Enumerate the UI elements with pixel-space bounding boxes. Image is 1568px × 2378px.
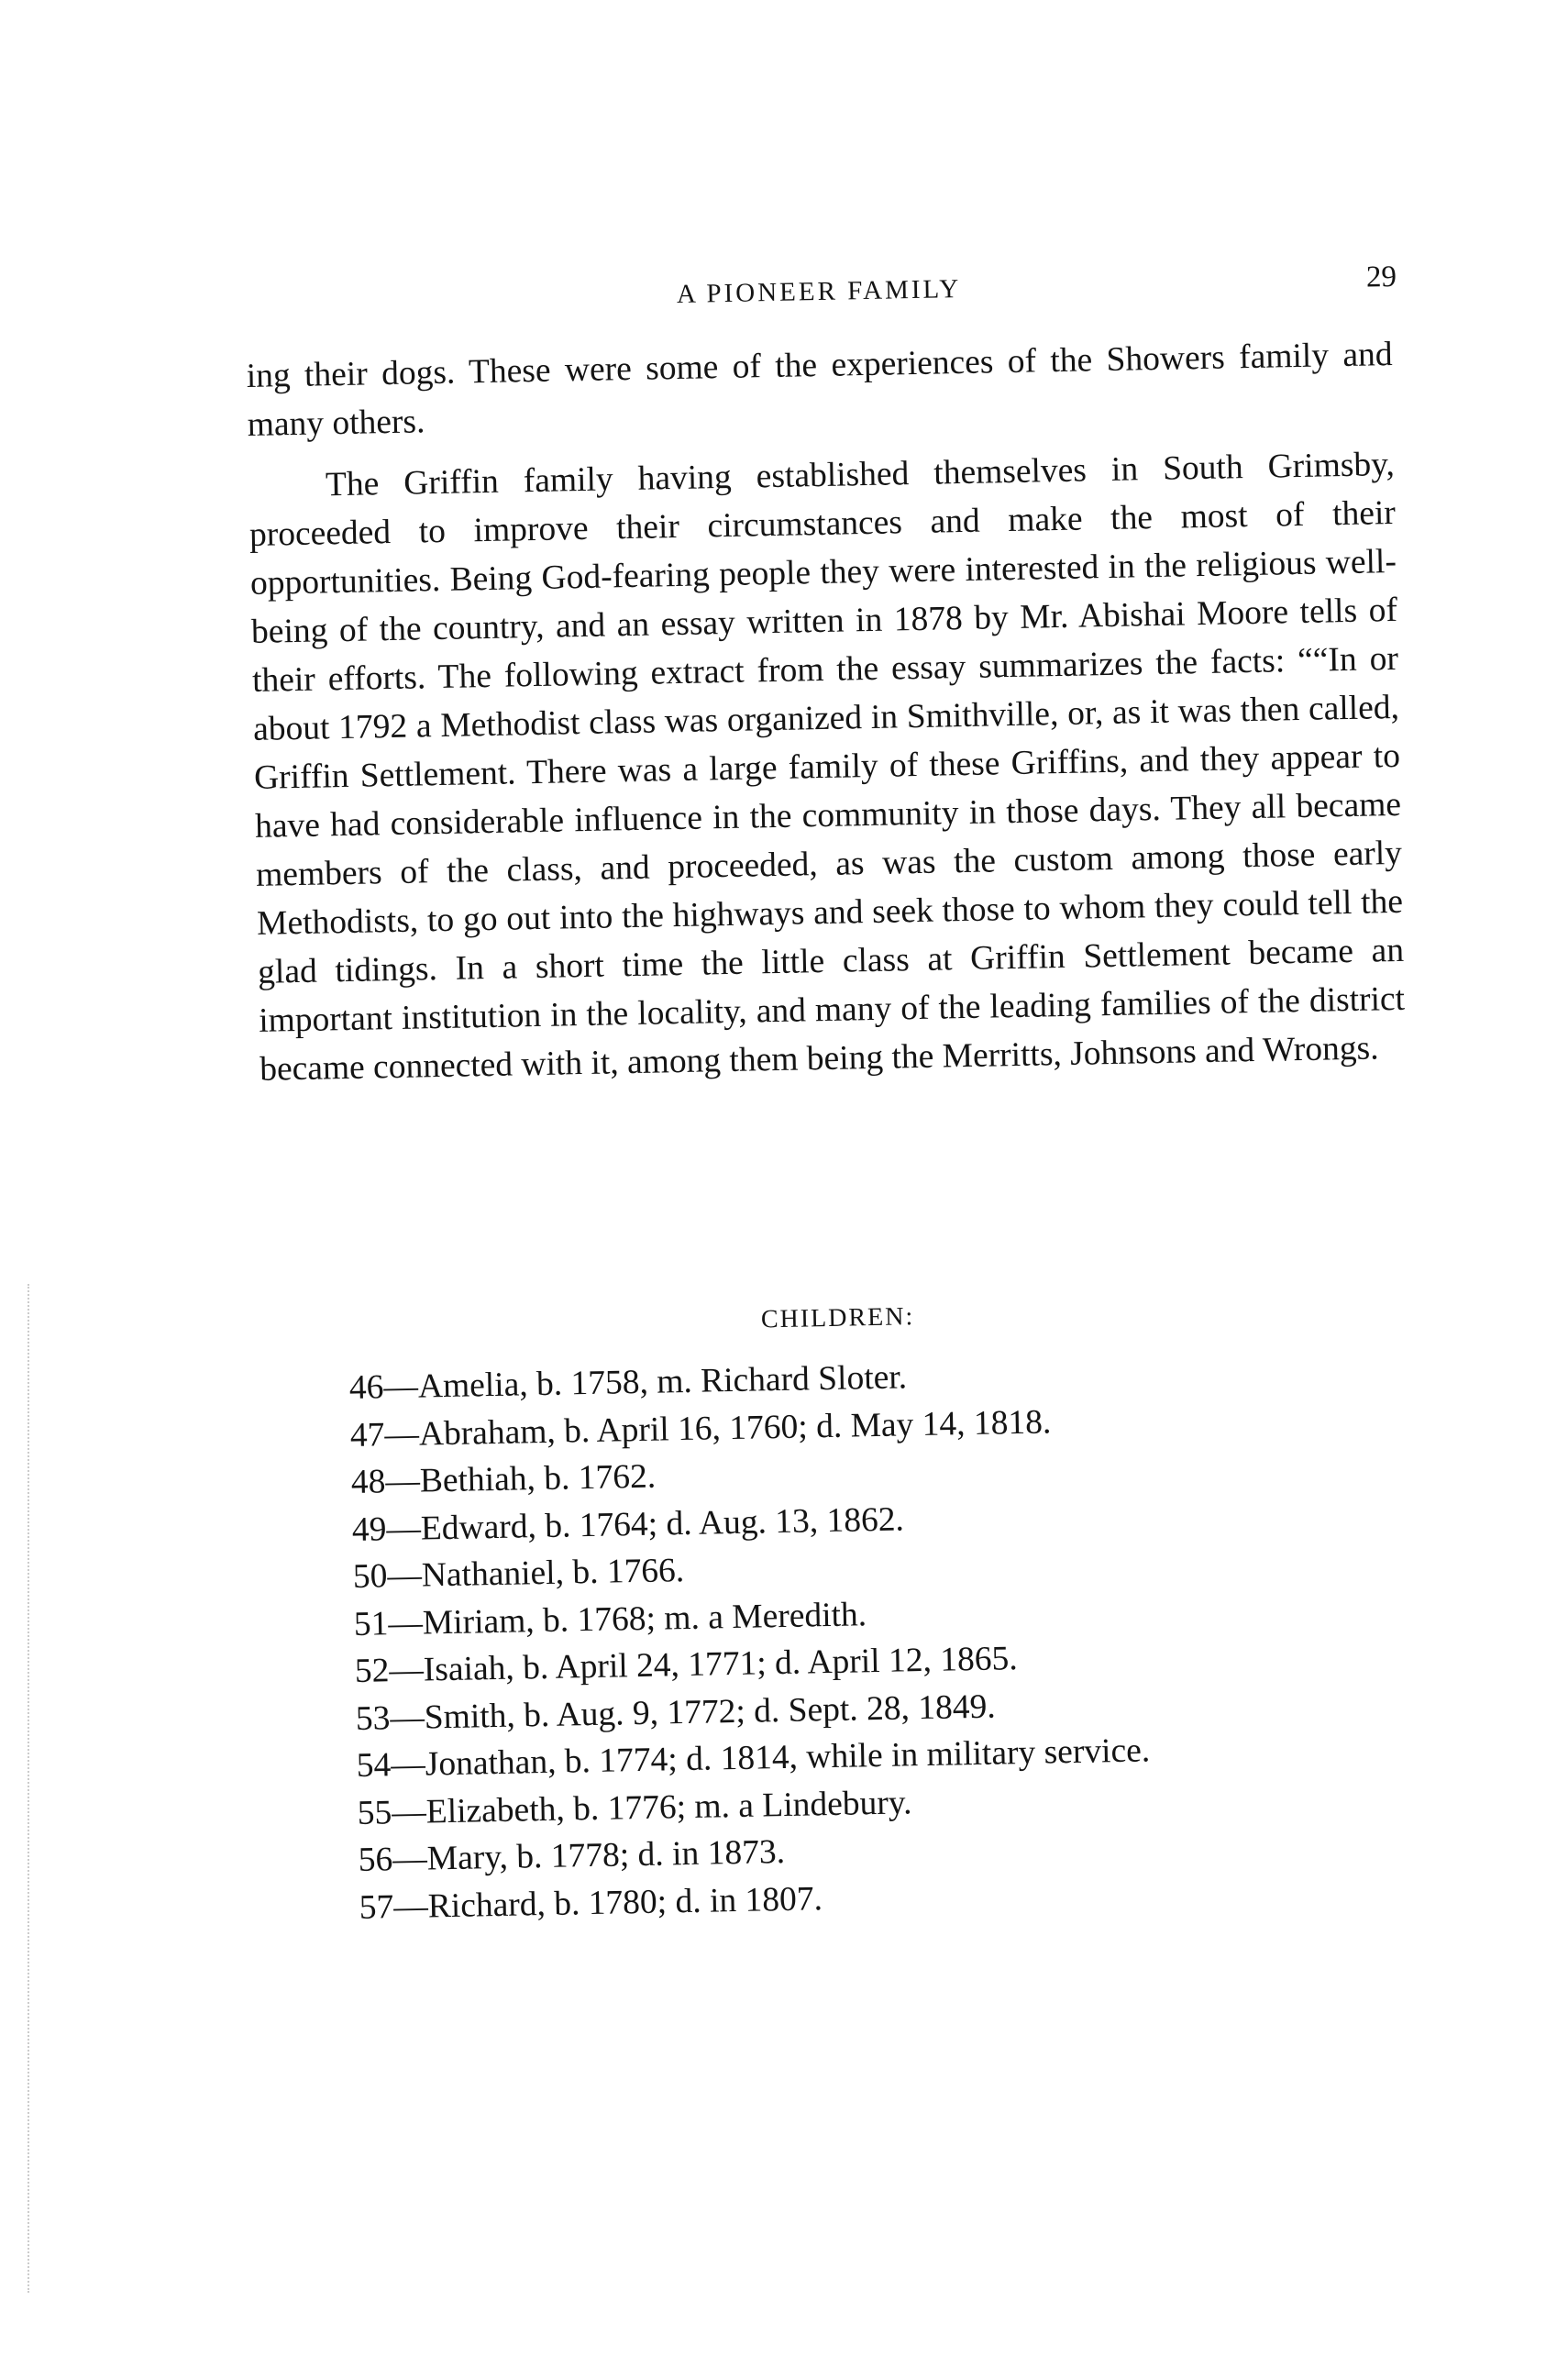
- list-item: 48—Bethiah, b. 1762.: [350, 1457, 657, 1501]
- list-item: 51—Miriam, b. 1768; m. a Meredith.: [353, 1595, 867, 1643]
- body-text: [246, 330, 1406, 1094]
- children-list: [348, 1344, 1414, 1931]
- list-item: 57—Richard, b. 1780; d. in 1807.: [359, 1879, 823, 1927]
- scan-margin-specks: [28, 1284, 35, 2293]
- list-item: 50—Nathaniel, b. 1766.: [352, 1552, 685, 1596]
- list-item: 54—Jonathan, b. 1774; d. 1814, while in military service.: [356, 1731, 1151, 1785]
- list-item: 49—Edward, b. 1764; d. Aug. 13, 1862.: [351, 1499, 905, 1549]
- list-item: 55—Elizabeth, b. 1776; m. a Lindebury.: [357, 1783, 912, 1832]
- running-head: [241, 260, 1397, 326]
- children-heading: CHILDREN:: [760, 1302, 915, 1334]
- list-item: 46—Amelia, b. 1758, m. Richard Sloter.: [348, 1358, 908, 1408]
- list-item: 47—Abraham, b. April 16, 1760; d. May 14, 1818.: [349, 1402, 1052, 1454]
- list-item: 56—Mary, b. 1778; d. in 1873.: [358, 1832, 786, 1879]
- running-title: A PIONEER FAMILY: [676, 273, 962, 309]
- list-item: 52—Isaiah, b. April 24, 1771; d. April 12, 1865.: [354, 1640, 1019, 1690]
- paragraph-continuation: ing their dogs. These were some of the experiences of the Showers family and many others.: [246, 335, 1393, 444]
- list-item: 53—Smith, b. Aug. 9, 1772; d. Sept. 28, 1849.: [355, 1687, 997, 1738]
- page-number: 29: [1365, 260, 1397, 294]
- paragraph-griffin-family: The Griffin family having established themselves in South Grimsby, proceeded to improve their circumstances and make the most of their opportunities. Being God-fearing people they were interested in the religious well-being of the country, and an essay written in 1878 by Mr. Abishai Moore tells of their efforts. The following extract from the essay summarizes the facts: ““In or about 1792 a Methodist class was organized in Smithville, or, as it was then called, Griffin Settlement. There was a large family of these Griffins, and they appear to have had considerable influence in the community in those days. They all became members of the class, and proceeded, as was the custom among those early Methodists, to go out into the highways and seek those to whom they could tell the glad tidings. In a short time the little class at Griffin Settlement became an important institution in the locality, and many of the leading families of the district became connected with it, among them being the Merritts, Johnsons and Wrongs.: [248, 445, 1406, 1089]
